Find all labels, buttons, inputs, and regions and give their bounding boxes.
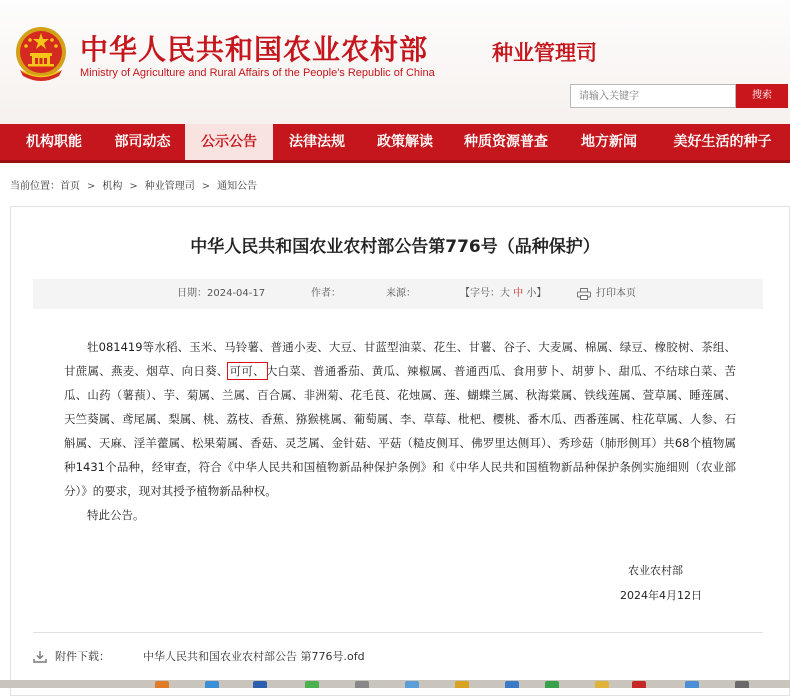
attachment-divider [33, 632, 763, 633]
printer-icon[interactable] [577, 288, 591, 300]
font-size-suffix: 】 [536, 288, 547, 299]
department-name[interactable]: 种业管理司 [492, 40, 597, 65]
national-emblem-icon[interactable] [14, 24, 68, 82]
font-size-small[interactable]: 小 [526, 288, 537, 299]
nav-item-policy[interactable]: 政策解读 [377, 134, 433, 150]
breadcrumb-prefix: 当前位置： [10, 181, 60, 192]
ministry-name-cn[interactable]: 中华人民共和国农业农村部 [80, 33, 429, 66]
taskbar-app-icon[interactable] [735, 681, 749, 688]
breadcrumb-separator: > [129, 181, 138, 192]
print-link[interactable]: 打印本页 [596, 288, 636, 299]
highlighted-text: 可可、 [229, 364, 265, 378]
attachment-label: 附件下载： [55, 650, 110, 663]
article-body [64, 335, 736, 527]
taskbar-app-icon[interactable] [205, 681, 219, 688]
breadcrumb-notices[interactable]: 通知公告 [217, 181, 258, 192]
nav-item-seeds-of-good-life[interactable]: 美好生活的种子 [673, 134, 772, 150]
font-size-large[interactable]: 大 [500, 288, 510, 299]
taskbar-app-icon[interactable] [355, 681, 369, 688]
breadcrumb [10, 177, 257, 192]
nav-item-germplasm-census[interactable]: 种质资源普查 [464, 134, 548, 150]
article-author: 作者： [311, 288, 341, 299]
breadcrumb-separator: > [201, 181, 211, 192]
article-source: 来源： [386, 288, 416, 299]
paragraph-text: 牡081419等水稻、玉米、马铃薯、普通小麦、大豆、甘蓝型油菜、花生、甘薯、谷子、大麦属、棉属、绿豆、橡胶树、茶组、甘蔗属、燕麦、烟草、向日葵、 [64, 340, 736, 378]
taskbar-app-icon[interactable] [253, 681, 267, 688]
nav-item-announcements[interactable]: 公示公告 [185, 124, 273, 160]
taskbar-app-icon[interactable] [545, 681, 559, 688]
main-nav [0, 124, 790, 163]
taskbar-app-icon[interactable] [632, 681, 646, 688]
article-paragraph: 特此公告。 [87, 508, 145, 522]
site-header [0, 0, 790, 124]
taskbar-app-icon[interactable] [455, 681, 469, 688]
attachment-file-link[interactable]: 中华人民共和国农业农村部公告 第776号.ofd [143, 650, 365, 663]
article-paragraph [64, 335, 736, 503]
article-date: 日期：2024-04-17 [177, 288, 266, 299]
nav-item-local-news[interactable]: 地方新闻 [581, 134, 637, 150]
search-input[interactable] [570, 84, 736, 108]
article-meta-bar [33, 279, 763, 309]
taskbar-app-icon[interactable] [305, 681, 319, 688]
taskbar-app-icon[interactable] [155, 681, 169, 688]
nav-item-laws[interactable]: 法律法规 [289, 134, 345, 150]
signature-date: 2024年4月12日 [620, 589, 702, 602]
taskbar-app-icon[interactable] [505, 681, 519, 688]
breadcrumb-separator: > [87, 181, 96, 192]
download-icon [33, 650, 47, 663]
taskbar-app-icon[interactable] [405, 681, 419, 688]
taskbar-app-icon[interactable] [595, 681, 609, 688]
breadcrumb-dept[interactable]: 种业管理司 [144, 181, 195, 192]
paragraph-text: 大白菜、普通番茄、黄瓜、辣椒属、普通西瓜、食用萝卜、胡萝卜、甜瓜、不结球白菜、苦瓜、山药（薯蓣）、芋、菊属、兰属、百合属、非洲菊、花毛茛、花烛属、莲、蝴蝶兰属、秋海棠属、铁线莲属、萱草属、睡莲属、天竺葵属、鸢尾属、梨属、桃、荔枝、香蕉、猕猴桃属、葡萄属、李、草莓、枇杷、樱桃、番木瓜、西番莲属、柱花草属、人参、石斛属、天麻、淫羊藿属、松果菊属、香菇、灵芝属、金针菇、平菇（糙皮侧耳、佛罗里达侧耳）、秀珍菇（肺形侧耳）共68个植物属种1431个品种，经审查，符合《中华人民共和国植物新品种保护条例》和《中华人民共和国植物新品种保护条例实施细则（农业部分）》的要求，现对其授予植物新品种权。 [64, 364, 736, 498]
ministry-name-en[interactable]: Ministry of Agriculture and Rural Affairs of the People's Republic of China [80, 67, 435, 79]
article-title: 中华人民共和国农业农村部公告第776号（品种保护） [190, 237, 600, 257]
taskbar-app-icon[interactable] [685, 681, 699, 688]
signature-org: 农业农村部 [628, 564, 683, 577]
breadcrumb-org[interactable]: 机构 [102, 181, 123, 192]
taskbar [0, 680, 790, 688]
breadcrumb-home[interactable]: 首页 [60, 181, 80, 192]
font-size-control [460, 279, 546, 309]
nav-item-dept-news[interactable]: 部司动态 [114, 134, 171, 150]
nav-item-org-functions[interactable]: 机构职能 [26, 134, 82, 150]
font-size-prefix: 【字号： [460, 288, 500, 299]
search-button[interactable]: 搜索 [736, 84, 788, 108]
font-size-medium[interactable]: 中 [513, 288, 524, 299]
